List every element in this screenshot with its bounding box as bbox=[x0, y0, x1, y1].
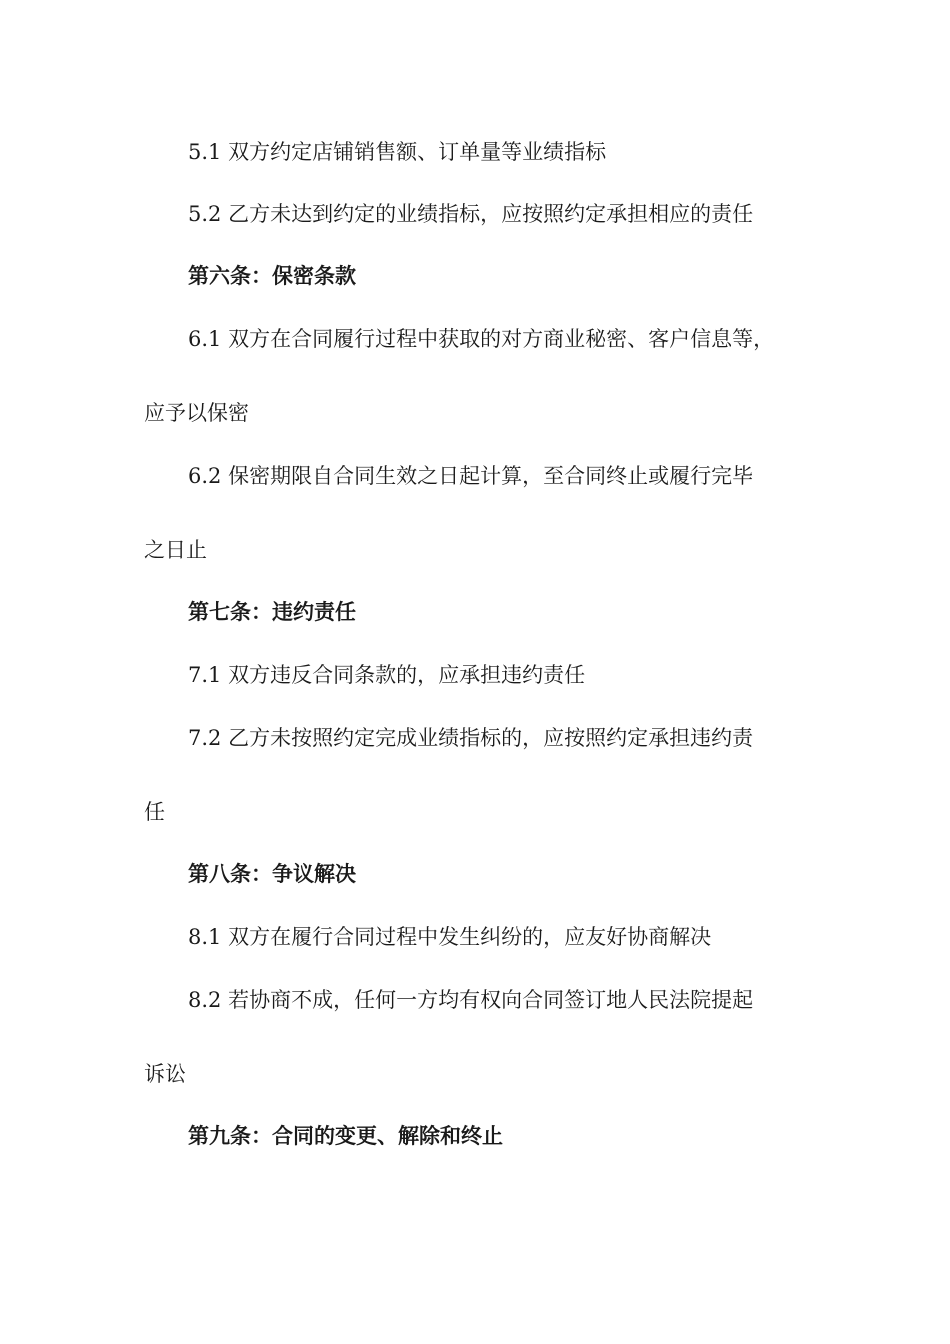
article-7-heading: 第七条：违约责任 bbox=[188, 600, 356, 624]
clause-6-1: 6.1 双方在合同履行过程中获取的对方商业秘密、客户信息等， bbox=[188, 327, 775, 351]
article-6-heading: 第六条：保密条款 bbox=[188, 264, 356, 288]
clause-8-2-continued: 诉讼 bbox=[144, 1062, 186, 1086]
clause-8-2: 8.2 若协商不成，任何一方均有权向合同签订地人民法院提起 bbox=[188, 988, 754, 1012]
clause-6-1-continued: 应予以保密 bbox=[144, 401, 249, 425]
clause-6-2: 6.2 保密期限自合同生效之日起计算，至合同终止或履行完毕 bbox=[188, 464, 754, 488]
article-9-heading: 第九条：合同的变更、解除和终止 bbox=[188, 1124, 503, 1148]
clause-7-2-continued: 任 bbox=[144, 800, 165, 824]
clause-7-2: 7.2 乙方未按照约定完成业绩指标的，应按照约定承担违约责 bbox=[188, 726, 754, 750]
article-8-heading: 第八条：争议解决 bbox=[188, 862, 356, 886]
clause-5-1: 5.1 双方约定店铺销售额、订单量等业绩指标 bbox=[188, 140, 607, 164]
clause-6-2-continued: 之日止 bbox=[144, 538, 207, 562]
clause-5-2: 5.2 乙方未达到约定的业绩指标，应按照约定承担相应的责任 bbox=[188, 202, 754, 226]
clause-7-1: 7.1 双方违反合同条款的，应承担违约责任 bbox=[188, 663, 586, 687]
clause-8-1: 8.1 双方在履行合同过程中发生纠纷的，应友好协商解决 bbox=[188, 925, 712, 949]
